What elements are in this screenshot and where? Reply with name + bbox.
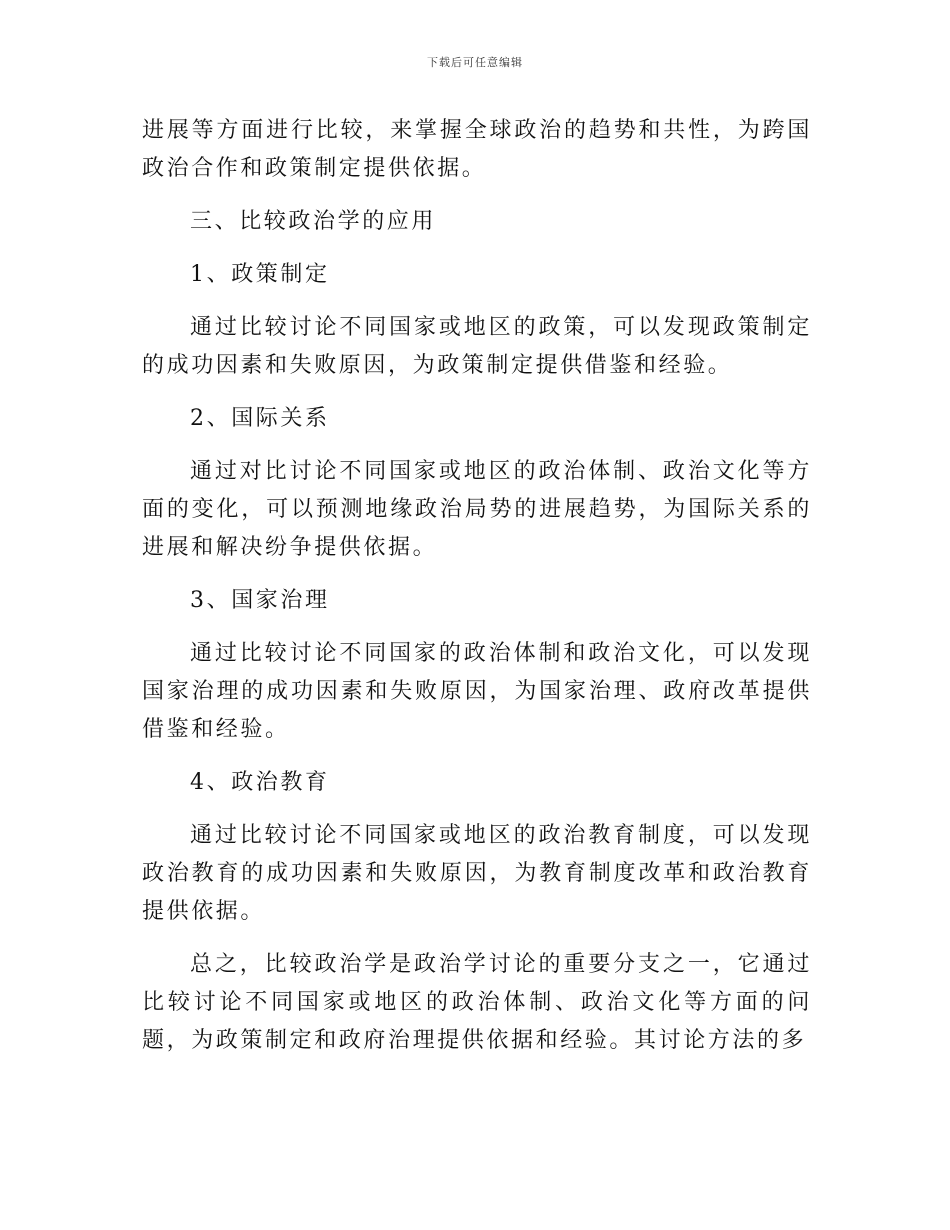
paragraph-conclusion: 总之，比较政治学是政治学讨论的重要分支之一，它通过比较讨论不同国家或地区的政治体制、政治文化等方面的问题，为政策制定和政府治理提供依据和经验。其讨论方法的多 [142,952,812,1053]
paragraph-intro-continuation: 进展等方面进行比较，来掌握全球政治的趋势和共性，为跨国政治合作和政策制定提供依据。 [142,118,812,181]
document-body [142,112,812,1060]
paragraph-international-relations: 通过对比讨论不同国家或地区的政治体制、政治文化等方面的变化，可以预测地缘政治局势的进展趋势，为国际关系的进展和解决纷争提供依据。 [142,459,812,560]
subheading-political-education: 4、政治教育 [190,770,330,795]
subheading-policy-making: 1、政策制定 [190,262,330,287]
section-heading-applications: 三、比较政治学的应用 [190,209,437,234]
paragraph-political-education: 通过比较讨论不同国家或地区的政治教育制度，可以发现政治教育的成功因素和失败原因，为教育制度改革和政治教育提供依据。 [142,823,812,924]
subheading-national-governance: 3、国家治理 [190,588,330,613]
paragraph-policy-making: 通过比较讨论不同国家或地区的政策，可以发现政策制定的成功因素和失败原因，为政策制定提供借鉴和经验。 [142,315,812,378]
subheading-international-relations: 2、国际关系 [190,406,330,431]
paragraph-national-governance: 通过比较讨论不同国家的政治体制和政治文化，可以发现国家治理的成功因素和失败原因，为国家治理、政府改革提供借鉴和经验。 [142,641,812,742]
page-header: 下载后可任意编辑 [427,56,523,69]
